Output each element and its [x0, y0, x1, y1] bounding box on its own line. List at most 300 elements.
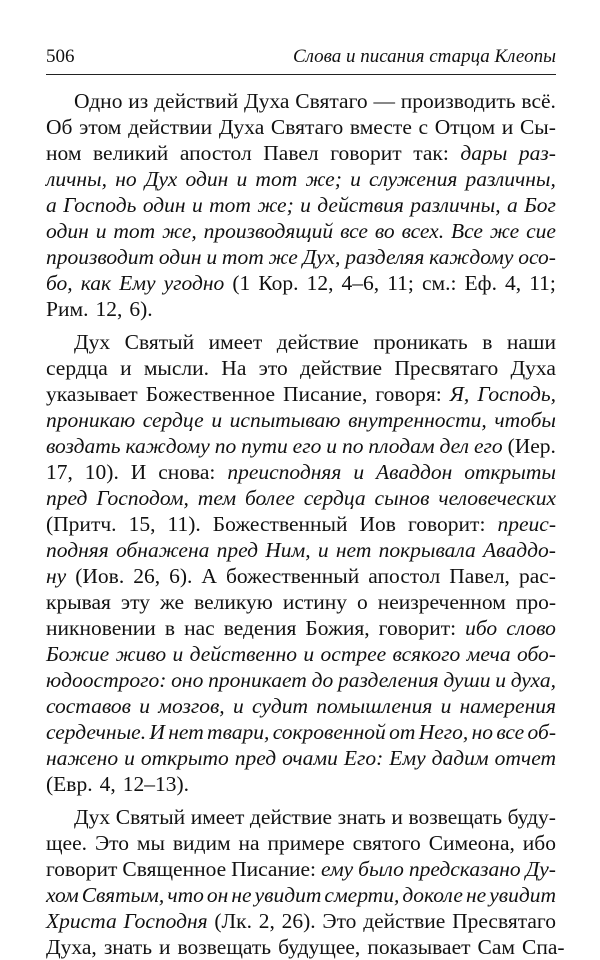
word: действие: [276, 330, 359, 354]
word: Духа: [218, 115, 265, 139]
word: Святым,: [81, 883, 165, 907]
word: и: [232, 694, 244, 718]
paragraph: [46, 88, 556, 322]
word: открыто: [140, 746, 229, 770]
word: апостол: [179, 141, 252, 165]
word: Ду-: [525, 857, 556, 881]
word: этом: [79, 115, 122, 139]
word: подняя: [46, 538, 109, 562]
text-line: [46, 296, 556, 322]
word: от: [389, 720, 416, 744]
word: на: [238, 831, 260, 855]
word: 11).: [167, 512, 201, 536]
word: о: [357, 590, 368, 614]
word: проникает: [208, 668, 307, 692]
word: его: [473, 434, 503, 458]
word: 12–13).: [122, 772, 189, 796]
word: составов: [46, 694, 131, 718]
word: и: [501, 115, 514, 139]
word: и: [440, 694, 452, 718]
word: (Евр.: [46, 772, 93, 796]
word: же: [159, 590, 185, 614]
word: вместе: [349, 115, 412, 139]
word: эту: [120, 590, 151, 614]
word: и: [495, 668, 506, 692]
word: пред: [216, 538, 259, 562]
text-line: [46, 88, 556, 114]
word: Симеона,: [428, 831, 515, 855]
word: и: [120, 356, 132, 380]
word: нет: [335, 538, 372, 562]
word: производящий: [203, 219, 334, 243]
word: всякого: [392, 642, 461, 666]
word: Сам: [477, 935, 516, 959]
word: и: [350, 167, 361, 191]
text-line: [46, 407, 556, 433]
word: Божественное: [145, 382, 276, 406]
word: каждому: [125, 434, 210, 458]
word: бо,: [46, 271, 73, 295]
text-line: [46, 114, 556, 140]
text-line: [46, 856, 556, 882]
word: сердечные.: [46, 720, 147, 744]
word: Аваддон: [376, 460, 453, 484]
word: и: [159, 935, 171, 959]
word: каждому: [429, 245, 514, 269]
word: человеческих: [438, 486, 556, 510]
word: юдоострого:: [46, 668, 167, 692]
word: 11;: [387, 271, 414, 295]
word: 15,: [128, 512, 156, 536]
word: по: [214, 434, 237, 458]
word: 12,: [95, 297, 123, 321]
word: что: [167, 883, 204, 907]
word: не: [231, 883, 252, 907]
word: Ему: [389, 746, 426, 770]
text-line: [46, 192, 556, 218]
word: пути: [241, 434, 288, 458]
word: сердце: [142, 408, 204, 432]
word: ном: [46, 141, 82, 165]
word: по: [341, 434, 364, 458]
word: пред: [234, 746, 277, 770]
word: дел: [439, 434, 470, 458]
word: и: [95, 219, 107, 243]
word: действие: [249, 805, 333, 829]
word: говорит: [330, 141, 402, 165]
word: тот: [255, 167, 298, 191]
word: один: [46, 219, 89, 243]
word: действия: [317, 193, 404, 217]
word: намерения: [459, 694, 556, 718]
word: Святый: [124, 330, 195, 354]
word: —: [373, 89, 395, 113]
word: испытываю: [229, 408, 341, 432]
word: наши: [506, 330, 556, 354]
word: увидит: [489, 883, 556, 907]
word: и: [124, 746, 135, 770]
word: Рим.: [46, 297, 89, 321]
word: открыты: [464, 460, 556, 484]
word: 12,: [306, 271, 334, 295]
word: сынов: [374, 486, 430, 510]
text-line: [46, 329, 556, 355]
word: Христа: [46, 909, 117, 933]
word: ибо: [465, 616, 498, 640]
word: его: [292, 434, 322, 458]
word: преис-: [497, 512, 556, 536]
word: плодам: [368, 434, 435, 458]
word: (Иер.: [507, 434, 556, 458]
word: говорит: [46, 857, 118, 881]
text-line: [46, 381, 556, 407]
word: говорит:: [378, 616, 457, 640]
text-line: [46, 693, 556, 719]
word: Святый: [115, 805, 186, 829]
word: до: [311, 668, 334, 692]
word: Писание:: [231, 857, 317, 881]
word: мы: [136, 831, 165, 855]
word: же,: [162, 219, 197, 243]
word: 2,: [258, 909, 275, 933]
word: Ним,: [265, 538, 311, 562]
word: проникаю: [46, 408, 136, 432]
word: очами: [282, 746, 338, 770]
word: ибо: [522, 831, 556, 855]
word: и: [353, 460, 365, 484]
word: тот: [221, 245, 264, 269]
word: же;: [305, 167, 342, 191]
word: а: [506, 193, 518, 217]
word: (Лк.: [214, 909, 252, 933]
page-number: 506: [46, 46, 75, 67]
word: воздать: [46, 434, 121, 458]
word: увидит: [254, 883, 322, 907]
word: же;: [257, 193, 294, 217]
text-line: [46, 804, 556, 830]
word: Павел,: [449, 564, 510, 588]
word: 4–6,: [341, 271, 380, 295]
word: всех.: [401, 219, 445, 243]
word: 26,: [133, 564, 161, 588]
word: 10).: [84, 460, 119, 484]
word: имеет: [190, 805, 245, 829]
word: 17,: [46, 460, 73, 484]
word: нас: [184, 616, 215, 640]
word: и: [206, 245, 218, 269]
word: разделения: [337, 668, 439, 692]
word: различны,: [465, 167, 556, 191]
body-text: [46, 88, 565, 960]
word: про-: [515, 590, 556, 614]
word: нет: [168, 720, 204, 744]
word: щее.: [46, 831, 88, 855]
running-title: Слова и писания старца Клеопы: [292, 46, 556, 67]
word: говоря:: [375, 382, 442, 406]
word: Я,: [449, 382, 470, 406]
word: смерти,: [324, 883, 400, 907]
word: дадим: [431, 746, 489, 770]
word: Бог: [524, 193, 556, 217]
word: А: [201, 564, 217, 588]
word: знать: [337, 805, 386, 829]
word: производит: [46, 245, 155, 269]
word: Спа-: [522, 935, 565, 959]
text-line: [46, 511, 556, 537]
word: примере: [267, 831, 345, 855]
word: Пресвятаго: [394, 356, 499, 380]
text-line: [46, 882, 556, 908]
word: Дух: [74, 330, 111, 354]
word: снова:: [158, 460, 216, 484]
word: никновении: [46, 616, 156, 640]
word: Иов: [359, 512, 396, 536]
word: Одно: [74, 89, 123, 113]
text-line: [46, 934, 565, 960]
word: великую: [194, 590, 273, 614]
word: Господь,: [477, 382, 556, 406]
word: и: [139, 694, 150, 718]
word: возвещать: [408, 805, 502, 829]
text-line: [46, 641, 556, 667]
word: но: [115, 167, 137, 191]
word: один: [142, 193, 186, 217]
text-line: [46, 667, 556, 693]
word: один: [158, 245, 202, 269]
word: и: [236, 167, 248, 191]
word: истину: [282, 590, 348, 614]
word: и: [391, 805, 403, 829]
word: действий: [154, 89, 239, 113]
word: острее: [320, 642, 387, 666]
word: (Притч.: [46, 512, 117, 536]
word: святого: [352, 831, 421, 855]
word: Сы-: [519, 115, 556, 139]
word: различны,: [410, 193, 501, 217]
word: покрывала: [378, 538, 476, 562]
word: живо: [115, 642, 167, 666]
word: (1: [232, 271, 251, 295]
word: Священное: [122, 857, 227, 881]
word: духа,: [510, 668, 556, 692]
text-line: [46, 615, 556, 641]
word: отчет: [494, 746, 556, 770]
word: тем: [197, 486, 237, 510]
word: более: [245, 486, 295, 510]
word: 26).: [281, 909, 316, 933]
word: рас-: [518, 564, 556, 588]
word: сокровенной: [272, 720, 386, 744]
text-line: [46, 433, 556, 459]
word: раз-: [518, 141, 556, 165]
word: Божия,: [305, 616, 370, 640]
text-line: [46, 719, 556, 745]
word: один: [185, 167, 229, 191]
word: Еф.: [464, 271, 497, 295]
text-line: [46, 771, 556, 797]
word: а: [46, 193, 57, 217]
word: в: [482, 330, 493, 354]
word: имеет: [208, 330, 263, 354]
word: Об: [46, 115, 73, 139]
text-line: [46, 908, 556, 934]
word: действие: [299, 356, 383, 380]
word: он: [206, 883, 229, 907]
word: неизреченном: [377, 590, 506, 614]
word: будущее,: [278, 935, 361, 959]
word: Святаго: [295, 89, 368, 113]
page-header: [46, 40, 556, 75]
word: Авaддо-: [483, 538, 556, 562]
word: буду-: [507, 805, 556, 829]
word: служения: [369, 167, 458, 191]
text-line: [46, 218, 556, 244]
word: Пресвятаго: [452, 909, 556, 933]
word: оно: [171, 668, 204, 692]
word: 6).: [169, 564, 193, 588]
word: сие: [526, 219, 556, 243]
word: Ему: [119, 271, 156, 295]
word: так:: [413, 141, 449, 165]
word: мысли.: [143, 356, 210, 380]
word: видим: [172, 831, 231, 855]
word: мозгов,: [158, 694, 225, 718]
word: и: [211, 408, 223, 432]
word: Господь: [63, 193, 137, 217]
word: все: [340, 219, 368, 243]
word: и: [191, 193, 203, 217]
word: нажено: [46, 746, 119, 770]
word: Святаго: [270, 115, 344, 139]
word: предсказано: [408, 857, 521, 881]
word: возвещать: [177, 935, 272, 959]
word: Божие: [46, 642, 110, 666]
word: хом: [46, 883, 79, 907]
word: тот: [113, 219, 156, 243]
word: ну: [46, 564, 67, 588]
word: действенно: [189, 642, 298, 666]
text-line: [46, 244, 556, 270]
text-line: [46, 166, 556, 192]
word: из: [128, 89, 149, 113]
word: проникать: [373, 330, 468, 354]
word: Все: [451, 219, 483, 243]
word: личны,: [46, 167, 107, 191]
word: это: [258, 356, 288, 380]
word: и: [172, 642, 184, 666]
word: судит: [251, 694, 308, 718]
word: Господом,: [96, 486, 189, 510]
word: великий: [93, 141, 169, 165]
word: Него,: [418, 720, 469, 744]
word: 11;: [529, 271, 556, 295]
word: же: [268, 245, 298, 269]
word: знать: [103, 935, 152, 959]
word: производить: [400, 89, 516, 113]
word: и: [303, 642, 315, 666]
word: разделяя: [345, 245, 425, 269]
word: Божественный: [212, 512, 348, 536]
word: И: [130, 460, 147, 484]
word: Это: [94, 831, 129, 855]
text-line: [46, 459, 556, 485]
word: осо-: [518, 245, 556, 269]
word: тот: [209, 193, 251, 217]
word: Писание,: [283, 382, 368, 406]
word: души: [443, 668, 491, 692]
word: Господня: [123, 909, 208, 933]
word: Духа: [244, 89, 290, 113]
word: показывает: [367, 935, 471, 959]
word: 4,: [99, 772, 116, 796]
word: божественный: [225, 564, 360, 588]
word: Его:: [343, 746, 384, 770]
word: указывает: [46, 382, 138, 406]
text-line: [46, 589, 556, 615]
paragraph: [46, 329, 556, 797]
word: Это: [322, 909, 357, 933]
word: слово: [506, 616, 556, 640]
word: сердца: [303, 486, 366, 510]
word: как: [80, 271, 112, 295]
text-line: [46, 485, 556, 511]
word: ему: [320, 857, 354, 881]
word: всё.: [521, 89, 556, 113]
word: но: [471, 720, 494, 744]
word: 6).: [129, 297, 153, 321]
word: Кор.: [258, 271, 299, 295]
word: и: [317, 538, 329, 562]
word: см.:: [421, 271, 457, 295]
word: и: [326, 434, 338, 458]
word: же: [489, 219, 520, 243]
word: Духа,: [46, 935, 97, 959]
word: Дух,: [302, 245, 341, 269]
text-line: [46, 140, 556, 166]
word: было: [358, 857, 404, 881]
word: дары: [460, 141, 508, 165]
word: в: [164, 616, 176, 640]
word: меча: [466, 642, 511, 666]
word: ведения: [223, 616, 297, 640]
text-line: [46, 563, 556, 589]
word: (Иов.: [75, 564, 125, 588]
word: с: [418, 115, 429, 139]
word: об-: [527, 720, 556, 744]
word: сердца: [46, 356, 108, 380]
word: Дух: [74, 805, 111, 829]
word: апостол: [368, 564, 441, 588]
word: Отцом: [434, 115, 496, 139]
word: преисподняя: [227, 460, 342, 484]
word: твари,: [207, 720, 270, 744]
word: помышления: [316, 694, 433, 718]
word: и: [300, 193, 311, 217]
word: Духа: [510, 356, 556, 380]
word: пред: [46, 486, 88, 510]
text-line: [46, 745, 556, 771]
word: во: [374, 219, 395, 243]
word: Павел: [263, 141, 319, 165]
text-line: [46, 270, 556, 296]
word: И: [149, 720, 165, 744]
word: все: [496, 720, 525, 744]
word: обнажена: [116, 538, 210, 562]
word: говорит:: [408, 512, 486, 536]
word: чтобы: [494, 408, 556, 432]
word: действии: [128, 115, 213, 139]
word: Дух: [144, 167, 178, 191]
